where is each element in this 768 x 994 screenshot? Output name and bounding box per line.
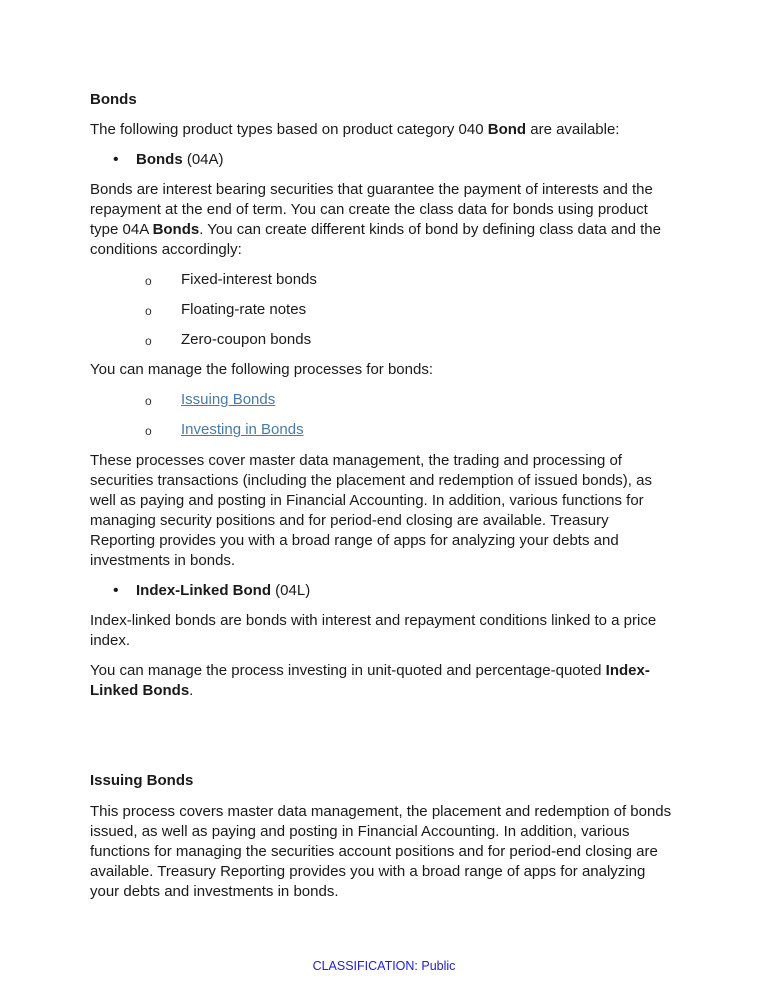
text-line: issued, as well as paying and posting in Financial Accounting. In addition, various <box>90 823 630 840</box>
text-line: repayment at the end of term. You can create the class data for bonds using product <box>90 201 648 218</box>
text-line: You can manage the process investing in unit-quoted and percentage-quoted Index- <box>90 662 650 679</box>
process-item <box>181 390 275 410</box>
text-line: Linked Bonds. <box>90 682 194 699</box>
kind-item: Floating-rate notes <box>181 301 307 318</box>
process-item <box>181 420 304 440</box>
text-line: well as paying and posting in Financial Accounting. In addition, various functions for <box>90 492 644 509</box>
issuing-bonds-description <box>90 802 680 902</box>
link-issuing-bonds[interactable]: Issuing Bonds <box>181 391 276 408</box>
classification-footer: CLASSIFICATION: Public <box>312 959 456 973</box>
kind-item: Fixed-interest bonds <box>181 271 317 288</box>
circle-bullet-icon: o <box>145 424 152 438</box>
processes-intro: You can manage the following processes for bonds: <box>90 361 434 378</box>
text-line: managing security positions and for period-end closing are available. Treasury <box>90 512 609 529</box>
circle-bullet-icon: o <box>145 394 152 408</box>
text-line: investments in bonds. <box>90 552 236 569</box>
index-linked-description <box>90 611 680 651</box>
kind-item: Zero-coupon bonds <box>181 331 312 348</box>
text-line: functions for managing the securities account positions and for period-end closing are <box>90 843 658 860</box>
text-line: available. Treasury Reporting provides you with a broad range of apps for analyzing <box>90 863 646 880</box>
bullet-item-bonds: Bonds (04A) <box>136 151 224 168</box>
text-line: Bonds are interest bearing securities that guarantee the payment of interests and the <box>90 181 653 198</box>
link-investing-in-bonds[interactable]: Investing in Bonds <box>181 421 304 438</box>
text-line: These processes cover master data management, the trading and processing of <box>90 452 622 469</box>
circle-bullet-icon: o <box>145 334 152 348</box>
bullet-icon: • <box>113 582 119 599</box>
circle-bullet-icon: o <box>145 274 152 288</box>
bullet-item-index-linked-bond: Index-Linked Bond (04L) <box>136 582 311 599</box>
text-line: conditions accordingly: <box>90 241 242 258</box>
section-heading-issuing-bonds: Issuing Bonds <box>90 772 194 789</box>
intro-text: The following product types based on product category 040 Bond are available: <box>90 121 620 138</box>
text-line: This process covers master data management, the placement and redemption of bonds <box>90 803 672 820</box>
circle-bullet-icon: o <box>145 304 152 318</box>
text-line: Index-linked bonds are bonds with interest and repayment conditions linked to a price <box>90 612 657 629</box>
section-heading-bonds: Bonds <box>90 91 137 108</box>
index-linked-process <box>90 661 680 701</box>
processes-description <box>90 451 680 571</box>
bullet-icon: • <box>113 151 119 168</box>
text-line: your debts and investments in bonds. <box>90 883 339 900</box>
text-line: securities transactions (including the placement and redemption of issued bonds), as <box>90 472 652 489</box>
text-line: index. <box>90 632 131 649</box>
bonds-description <box>90 180 680 260</box>
text-line: Reporting provides you with a broad range of apps for analyzing your debts and <box>90 532 619 549</box>
text-line: type 04A Bonds. You can create different kinds of bond by defining class data and the <box>90 221 661 238</box>
